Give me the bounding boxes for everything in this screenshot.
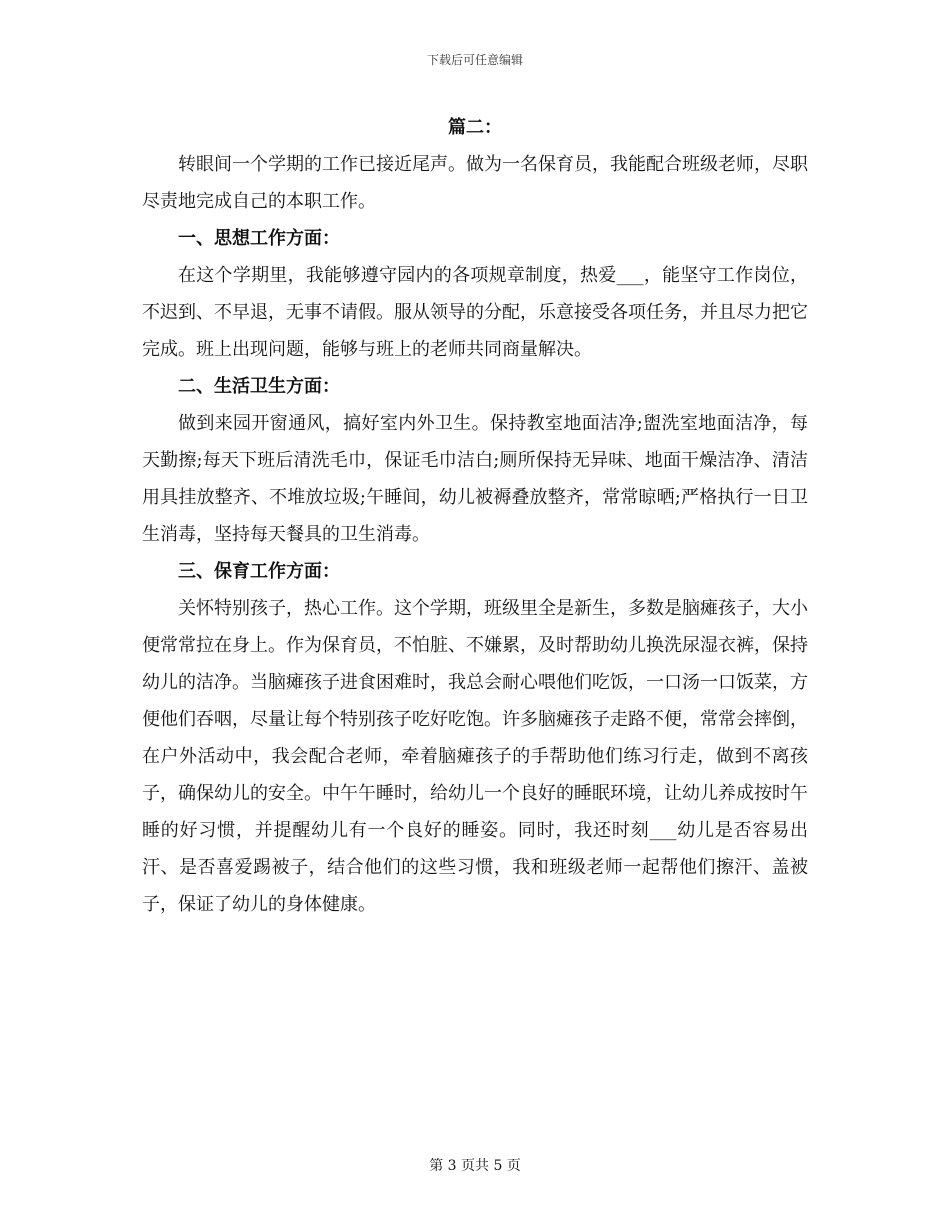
paragraph-hygiene-work: 做到来园开窗通风，搞好室内外卫生。保持教室地面洁净;盥洗室地面洁净，每天勤擦;每天下班后清洗毛巾，保证毛巾洁白;厕所保持无异味、地面干燥洁净、清洁用具挂放整齐、不堆放垃圾;午睡间，幼儿被褥叠放整齐，常常晾晒;严格执行一日卫生消毒，坚持每天餐具的卫生消毒。 (142, 413, 808, 545)
paragraph-ideology-work: 在这个学期里，我能够遵守园内的各项规章制度，热爱___，能坚守工作岗位，不迟到、不早退，无事不请假。服从领导的分配，乐意接受各项任务，并且尽力把它完成。班上出现问题，能够与班上的老师共同商量解决。 (142, 265, 808, 360)
heading-childcare-work: 三、保育工作方面： (178, 561, 340, 582)
paragraph-childcare-work: 关怀特别孩子，热心工作。这个学期，班级里全是新生，多数是脑瘫孩子，大小便常常拉在身上。作为保育员，不怕脏、不嫌累，及时帮助幼儿换洗尿湿衣裤，保持幼儿的洁净。当脑瘫孩子进食困难时，我总会耐心喂他们吃饭，一口汤一口饭菜，方便他们吞咽，尽量让每个特别孩子吃好吃饱。许多脑瘫孩子走路不便，常常会摔倒，在户外活动中，我会配合老师，牵着脑瘫孩子的手帮助他们练习行走，做到不离孩子，确保幼儿的安全。中午午睡时，给幼儿一个良好的睡眠环境，让幼儿养成按时午睡的好习惯，并提醒幼儿有一个良好的睡姿。同时，我还时刻___幼儿是否容易出汗、是否喜爱踢被子，结合他们的这些习惯，我和班级老师一起帮他们擦汗、盖被子，保证了幼儿的身体健康。 (142, 598, 808, 915)
section-title: 篇二： (448, 117, 502, 138)
heading-ideology-work: 一、思想工作方面： (178, 228, 340, 249)
document-content (142, 109, 808, 923)
heading-hygiene-work: 二、生活卫生方面： (178, 376, 340, 397)
header-note: 下载后可任意编辑 (426, 53, 523, 67)
page-number: 第 3 页共 5 页 (429, 1158, 521, 1174)
intro-paragraph: 转眼间一个学期的工作已接近尾声。做为一名保育员，我能配合班级老师，尽职尽责地完成自己的本职工作。 (142, 154, 808, 212)
